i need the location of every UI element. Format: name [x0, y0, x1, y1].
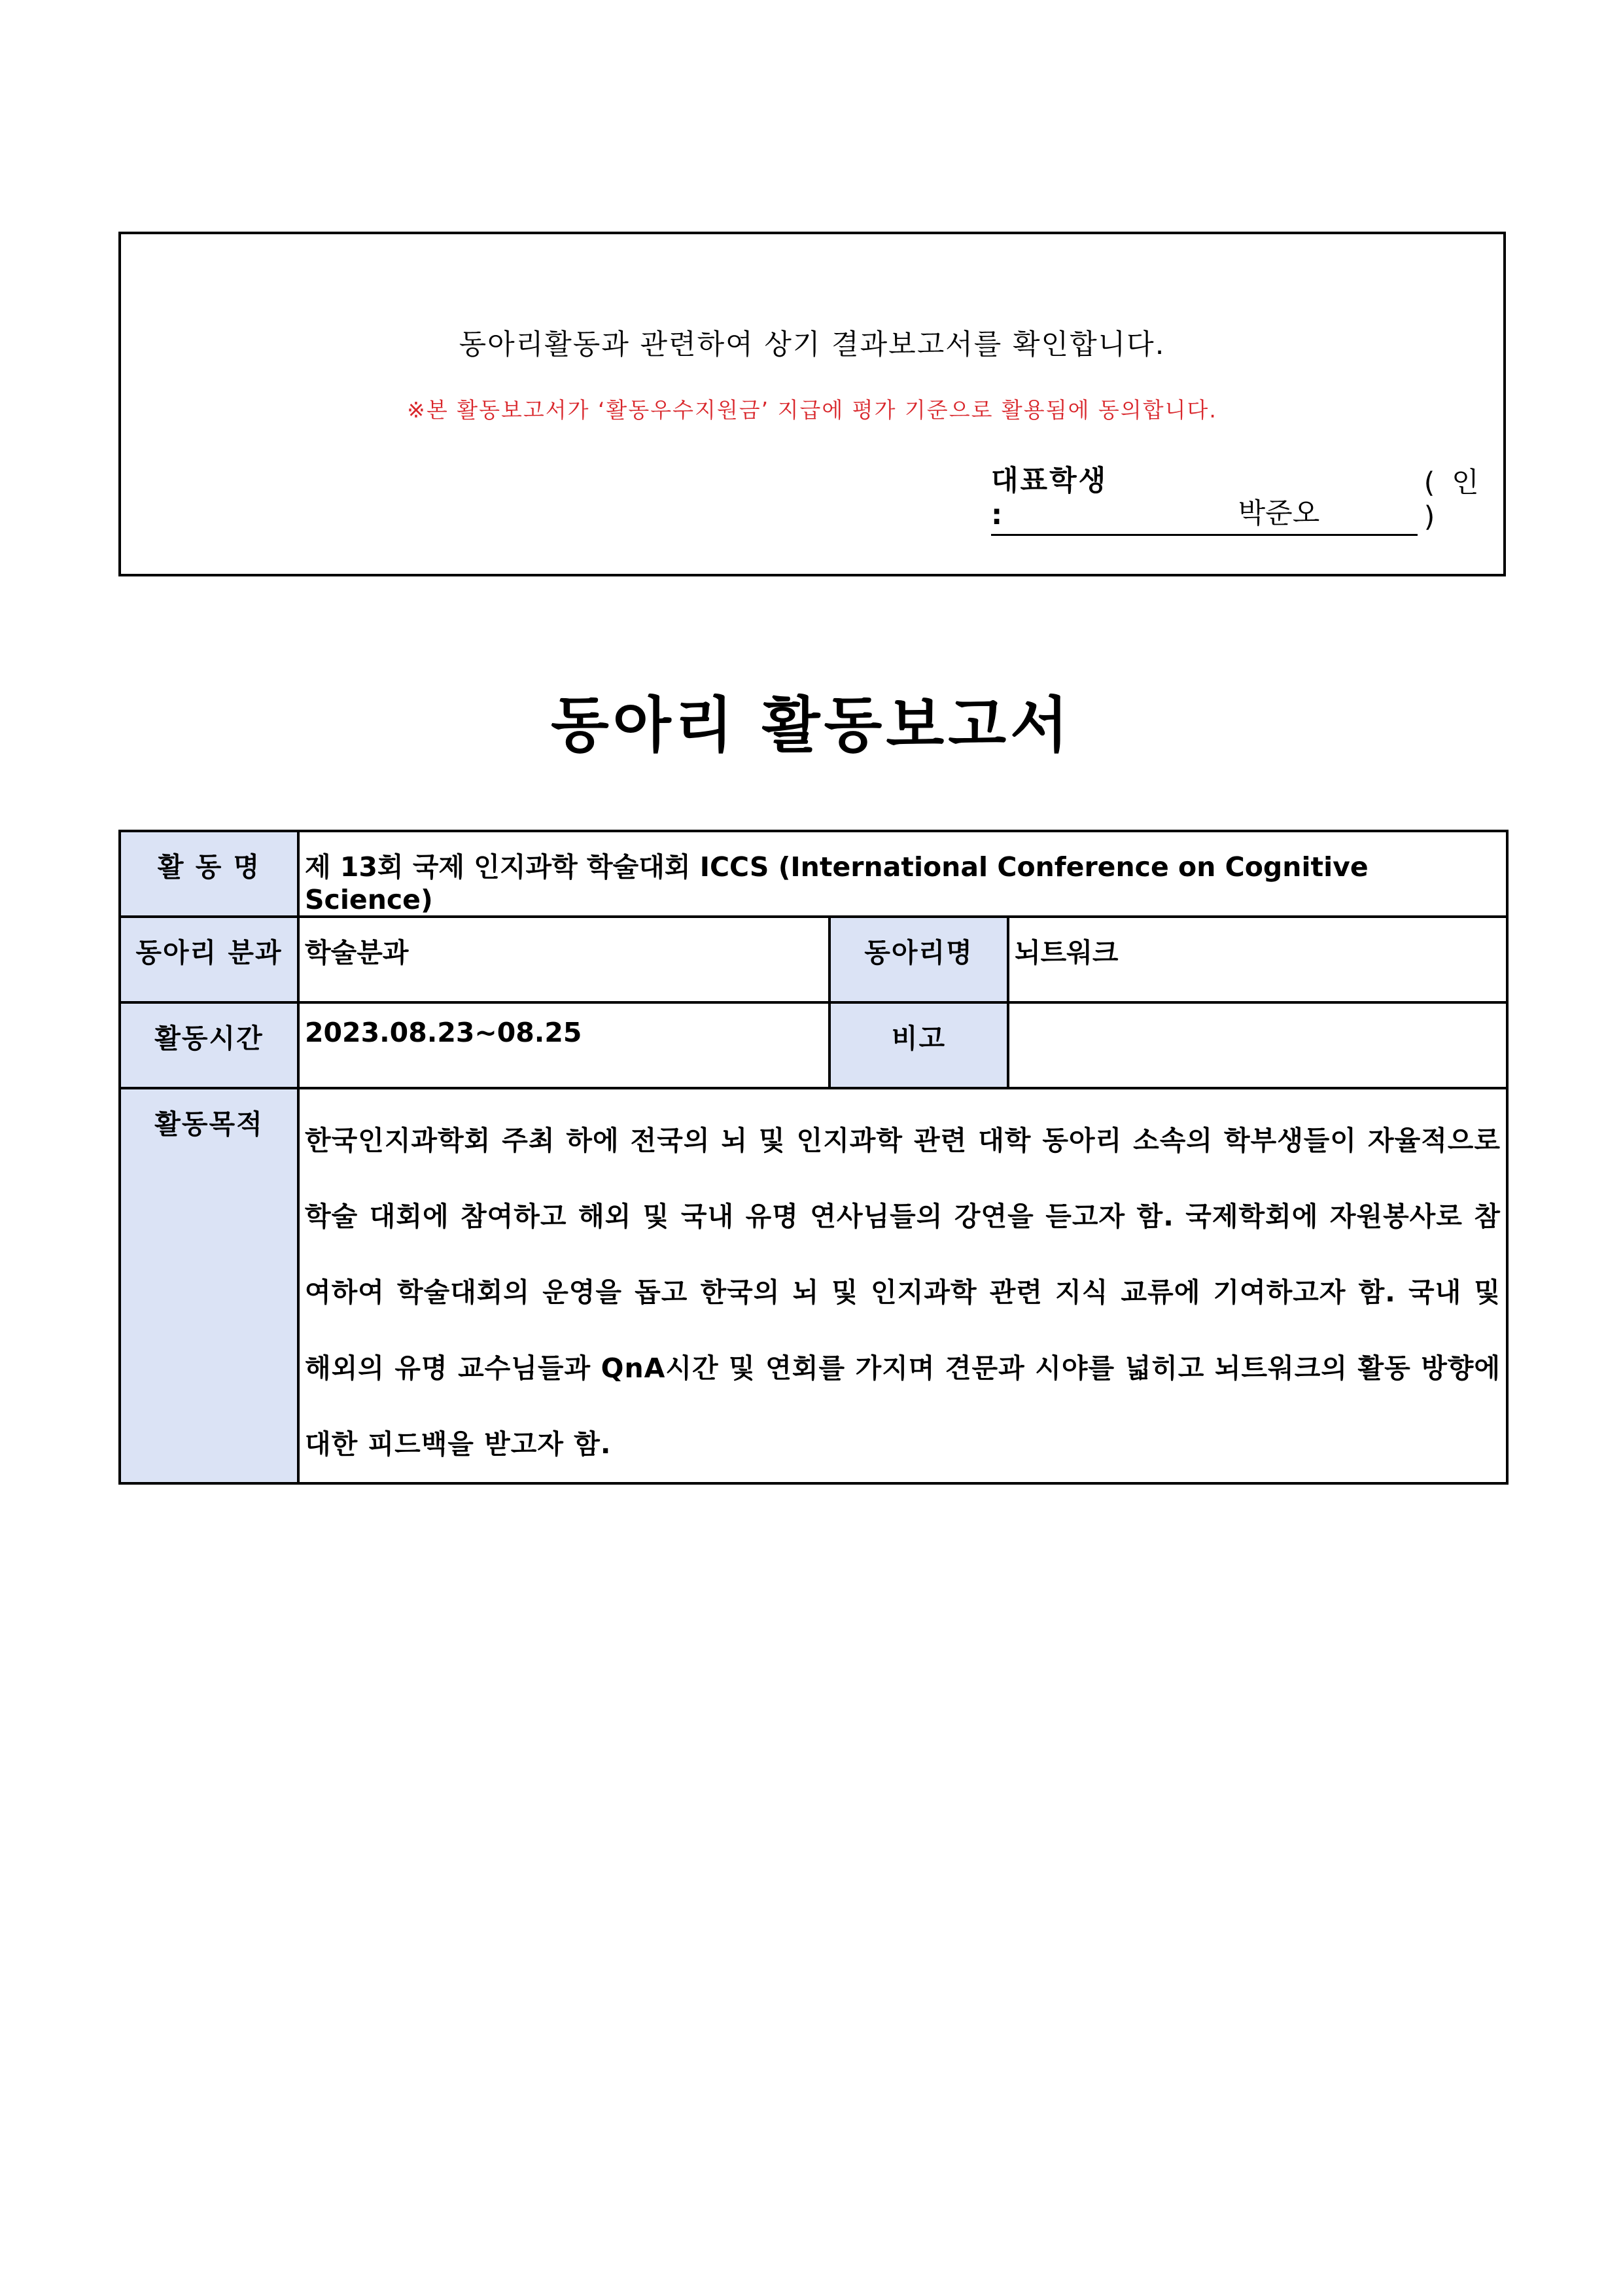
row-purpose	[120, 1088, 1507, 1483]
activity-name-label: 활 동 명	[120, 831, 298, 917]
purpose-label: 활동목적	[120, 1088, 298, 1483]
division-value: 학술분과	[298, 917, 829, 1002]
confirmation-statement: 동아리활동과 관련하여 상기 결과보고서를 확인합니다.	[459, 328, 1166, 361]
confirmation-box	[118, 232, 1506, 576]
row-division	[120, 917, 1507, 1002]
activity-name-value: 제 13회 국제 인지과학 학술대회 ICCS (International Conference on Cognitive Science)	[298, 831, 1507, 917]
signature-line	[991, 465, 1503, 536]
representative-label-wrap	[991, 459, 1140, 536]
representative-label: 대표학생 :	[991, 465, 1108, 531]
row-period	[120, 1002, 1507, 1088]
row-activity-name	[120, 831, 1507, 917]
division-label: 동아리 분과	[120, 917, 298, 1002]
consent-notice: ※본 활동보고서가 ‘활동우수지원금’ 지급에 평가 기준으로 활용됨에 동의합니다.	[407, 397, 1217, 423]
representative-name: 박준오	[1140, 491, 1417, 536]
purpose-value: 한국인지과학회 주최 하에 전국의 뇌 및 인지과학 관련 대학 동아리 소속의 학부생들이 자율적으로 학술 대회에 참여하고 해외 및 국내 유명 연사님들의 강연을 듣고자 함. 국제학회에 자원봉사로 참여하여 학술대회의 운영을 돕고 한국의 뇌 및 인지과학 관련 지식 교류에 기여하고자 함. 국내 및 해외의 유명 교수님들과 QnA시간 및 연회를 가지며 견문과 시야를 넓히고 뇌트워크의 활동 방향에 대한 피드백을 받고자 함.	[298, 1088, 1507, 1483]
document-title: 동아리 활동보고서	[550, 690, 1072, 760]
remarks-label: 비고	[829, 1002, 1008, 1088]
period-label: 활동시간	[120, 1002, 298, 1088]
report-table	[118, 830, 1509, 1485]
club-name-value: 뇌트워크	[1008, 917, 1507, 1002]
seal-mark: ( 인 )	[1423, 467, 1483, 533]
period-value: 2023.08.23~08.25	[298, 1002, 829, 1088]
club-name-label: 동아리명	[829, 917, 1008, 1002]
remarks-value	[1008, 1002, 1507, 1088]
